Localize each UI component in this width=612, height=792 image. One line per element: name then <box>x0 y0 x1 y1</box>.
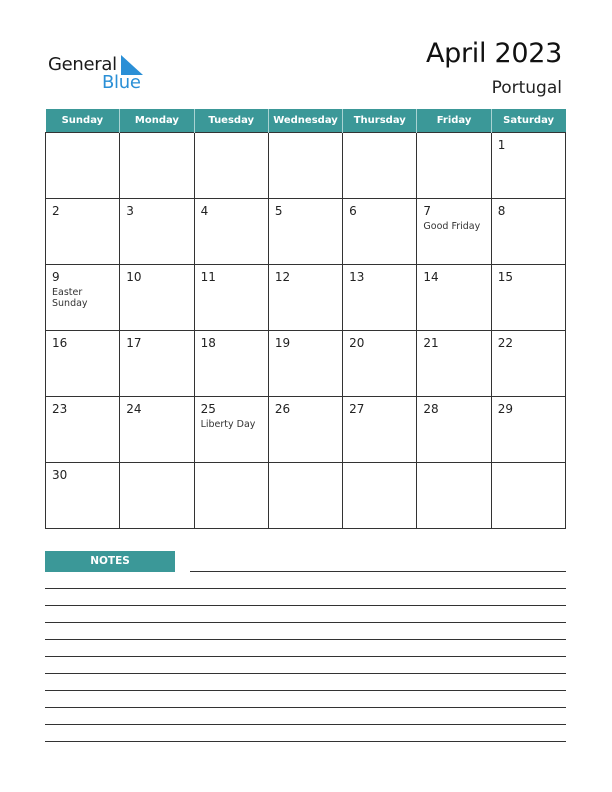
calendar-day-cell <box>268 397 342 463</box>
day-number: 3 <box>126 204 134 218</box>
note-line <box>45 741 566 742</box>
day-number: 17 <box>126 336 142 350</box>
day-number: 11 <box>200 270 216 284</box>
calendar-day-cell <box>491 397 565 463</box>
calendar-day-cell <box>194 463 268 529</box>
day-number: 14 <box>423 270 439 284</box>
calendar-week-row <box>46 463 566 529</box>
calendar-day-cell <box>194 133 268 199</box>
day-number: 10 <box>126 270 142 284</box>
calendar-day-cell <box>46 199 120 265</box>
calendar-day-cell <box>343 331 417 397</box>
calendar-day-cell <box>343 199 417 265</box>
calendar-week-row <box>46 133 566 199</box>
calendar-day-cell <box>417 463 491 529</box>
note-line <box>45 724 566 725</box>
note-line <box>45 707 566 708</box>
calendar-day-cell <box>491 199 565 265</box>
calendar-day-cell <box>120 331 194 397</box>
calendar-week-row <box>46 265 566 331</box>
calendar-week-row <box>46 397 566 463</box>
calendar-day-cell <box>491 133 565 199</box>
day-number: 16 <box>52 336 68 350</box>
note-line <box>45 656 566 657</box>
page-title: April 2023 <box>425 38 562 69</box>
calendar-day-cell <box>491 265 565 331</box>
holiday-label: Good Friday <box>423 221 481 232</box>
calendar-day-cell <box>417 199 491 265</box>
calendar-day-cell <box>46 331 120 397</box>
note-line <box>190 571 566 572</box>
day-number: 7 <box>423 204 432 218</box>
calendar-day-cell <box>343 463 417 529</box>
weekday-header: Saturday <box>491 109 565 133</box>
calendar-day-cell <box>194 199 268 265</box>
calendar-day-cell <box>120 463 194 529</box>
note-line <box>45 690 566 691</box>
calendar-day-cell <box>417 397 491 463</box>
calendar-day-cell <box>417 331 491 397</box>
note-line <box>45 673 566 674</box>
day-number: 24 <box>126 402 142 416</box>
calendar-day-cell <box>46 265 120 331</box>
day-number: 2 <box>52 204 60 218</box>
calendar-day-cell <box>120 397 194 463</box>
calendar-day-cell <box>268 199 342 265</box>
logo <box>48 50 158 94</box>
note-line <box>45 605 566 606</box>
calendar-day-cell <box>46 463 120 529</box>
calendar-week-row <box>46 199 566 265</box>
note-line <box>45 639 566 640</box>
holiday-label: Easter Sunday <box>52 287 88 309</box>
note-line <box>45 588 566 589</box>
weekday-header: Thursday <box>343 109 417 133</box>
calendar-day-cell <box>268 463 342 529</box>
calendar-day-cell <box>491 331 565 397</box>
calendar-day-cell <box>46 133 120 199</box>
day-number: 19 <box>274 336 291 350</box>
calendar-day-cell <box>417 265 491 331</box>
weekday-header: Tuesday <box>194 109 268 133</box>
country-label: Portugal <box>491 78 562 98</box>
calendar-week-row <box>46 331 566 397</box>
calendar-day-cell <box>120 199 194 265</box>
logo-general-text: General <box>48 54 117 75</box>
day-number: 15 <box>497 270 513 284</box>
day-number: 13 <box>349 270 365 284</box>
day-number: 18 <box>200 336 216 350</box>
weekday-header: Friday <box>417 109 491 133</box>
calendar-day-cell <box>268 331 342 397</box>
holiday-label: Liberty Day <box>200 419 256 430</box>
calendar-day-cell <box>417 133 491 199</box>
calendar-day-cell <box>343 133 417 199</box>
calendar-day-cell <box>268 133 342 199</box>
weekday-header: Sunday <box>46 109 120 133</box>
calendar-grid <box>45 109 566 529</box>
logo-blue-text: Blue <box>102 72 141 93</box>
day-number: 9 <box>52 270 60 284</box>
weekday-header-row <box>46 109 566 133</box>
calendar-day-cell <box>268 265 342 331</box>
day-number: 21 <box>423 336 439 350</box>
calendar-day-cell <box>120 265 194 331</box>
day-number: 12 <box>274 270 291 284</box>
calendar-day-cell <box>194 397 268 463</box>
day-number: 26 <box>274 402 291 416</box>
weekday-header: Monday <box>120 109 194 133</box>
day-number: 4 <box>200 204 209 218</box>
day-number: 22 <box>497 336 513 350</box>
calendar-day-cell <box>120 133 194 199</box>
note-line <box>45 622 566 623</box>
day-number: 27 <box>349 402 365 416</box>
day-number: 25 <box>200 402 216 416</box>
calendar-day-cell <box>194 265 268 331</box>
day-number: 1 <box>497 138 506 152</box>
day-number: 28 <box>423 402 439 416</box>
day-number: 6 <box>349 204 357 218</box>
day-number: 8 <box>497 204 506 218</box>
day-number: 29 <box>497 402 513 416</box>
weekday-header: Wednesday <box>268 109 342 133</box>
day-number: 30 <box>52 468 68 482</box>
notes-label: NOTES <box>45 551 175 572</box>
day-number: 20 <box>349 336 365 350</box>
calendar-day-cell <box>343 397 417 463</box>
calendar-day-cell <box>194 331 268 397</box>
calendar-day-cell <box>491 463 565 529</box>
day-number: 5 <box>274 204 283 218</box>
calendar-day-cell <box>343 265 417 331</box>
calendar-day-cell <box>46 397 120 463</box>
day-number: 23 <box>52 402 68 416</box>
